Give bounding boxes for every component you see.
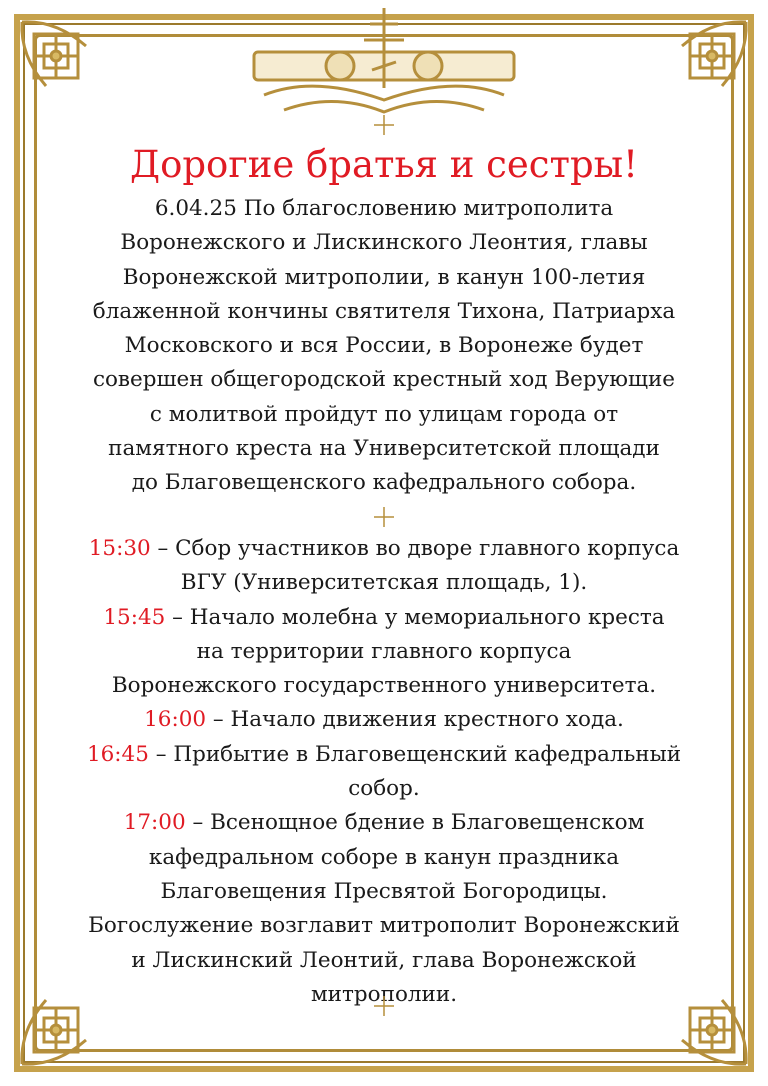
corner-ornament-icon	[16, 16, 112, 112]
intro-line: 6.04.25 По благословению митрополита	[154, 196, 614, 221]
cross-monogram-icon	[373, 995, 395, 1017]
cross-monogram-icon	[373, 114, 395, 136]
schedule-time: 15:30	[88, 536, 151, 561]
schedule-item	[40, 703, 728, 737]
intro-line: памятного креста на Университетской площади	[108, 436, 660, 462]
schedule-line: Воронежского государственного университета.	[111, 673, 657, 699]
intro-line: Воронежского и Лискинского Леонтия, главы	[120, 230, 648, 256]
schedule-time: 16:45	[86, 741, 149, 767]
schedule-text: – Начало молебна у мемориального креста	[165, 604, 665, 630]
schedule-line: митрополии.	[310, 981, 458, 1007]
schedule-time: 16:00	[144, 707, 207, 733]
cross-monogram-icon	[373, 506, 395, 528]
schedule-item	[40, 806, 728, 840]
schedule-line: собор.	[348, 776, 420, 802]
intro-line: Московского и вся России, в Воронеже будет	[124, 333, 644, 359]
schedule-line: ВГУ (Университетская площадь, 1).	[180, 570, 588, 596]
schedule-line: и Лискинский Леонтий, глава Воронежской	[131, 947, 637, 973]
schedule-line: кафедральном соборе в канун праздника	[148, 844, 620, 870]
schedule-item	[40, 532, 728, 566]
main-content	[50, 140, 718, 501]
schedule-time: 17:00	[123, 810, 186, 836]
intro-line: блаженной кончины святителя Тихона, Патриарха	[92, 298, 676, 324]
schedule-text: – Прибытие в Благовещенский кафедральный	[148, 741, 682, 767]
schedule-line: Благовещения Пресвятой Богородицы.	[160, 878, 608, 904]
schedule-item	[40, 738, 728, 772]
schedule-time: 15:45	[103, 604, 166, 630]
schedule-item	[40, 601, 728, 635]
intro-line: совершен общегородской крестный ход Верующие	[92, 367, 676, 393]
schedule-text: – Сбор участников во дворе главного корпуса	[150, 536, 680, 561]
schedule-text: – Всенощное бдение в Благовещенском	[185, 810, 645, 836]
intro-line: до Благовещенского кафедрального собора.	[131, 470, 637, 496]
schedule-line: Богослужение возглавит митрополит Воронежский	[88, 913, 680, 939]
intro-line: Воронежской митрополии, в канун 100-летия	[122, 264, 646, 290]
page-title: Дорогие братья и сестры!	[130, 143, 638, 186]
intro-paragraph	[50, 192, 718, 501]
schedule-text: – Начало движения крестного хода.	[206, 707, 624, 733]
schedule-list	[40, 532, 728, 1012]
intro-line: с молитвой пройдут по улицам города от	[149, 401, 619, 427]
corner-ornament-icon	[656, 16, 752, 112]
schedule-line: на территории главного корпуса	[196, 638, 572, 664]
